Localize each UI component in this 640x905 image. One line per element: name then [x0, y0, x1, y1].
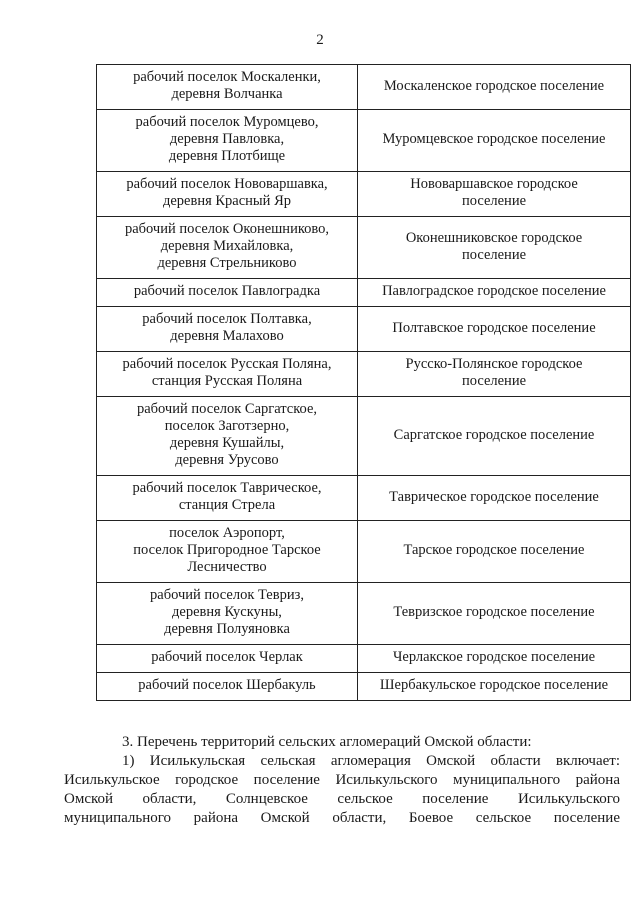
locality-line: рабочий поселок Муромцево,: [135, 114, 319, 130]
settlement-line: Нововаршавское городское: [410, 176, 578, 192]
localities-cell: [97, 673, 358, 701]
page-number: 2: [316, 32, 324, 48]
locality-line: деревня Кушайлы,: [169, 435, 285, 451]
table-row: [97, 673, 631, 701]
locality-line: деревня Волчанка: [171, 86, 283, 102]
localities-cell: [97, 352, 358, 397]
localities-cell: [97, 65, 358, 110]
table-row: [97, 65, 631, 110]
settlement-cell: [358, 397, 631, 476]
table-row: [97, 172, 631, 217]
localities-cell: [97, 307, 358, 352]
locality-line: поселок Аэропорт,: [169, 525, 285, 541]
settlement-cell: [358, 352, 631, 397]
locality-line: рабочий поселок Полтавка,: [142, 311, 312, 327]
item-1-line-1: 1) Исилькульская сельская агломерация Омской области включает:: [122, 753, 620, 769]
localities-cell: [97, 476, 358, 521]
localities-cell: [97, 217, 358, 279]
settlement-line: Шербакульское городское поселение: [379, 677, 609, 693]
locality-line: станция Стрела: [178, 497, 276, 513]
locality-line: рабочий поселок Русская Поляна,: [122, 356, 332, 372]
locality-line: деревня Красный Яр: [162, 193, 291, 209]
locality-line: Лесничество: [187, 559, 267, 575]
settlement-line: поселение: [461, 373, 527, 389]
table-row: [97, 110, 631, 172]
settlement-cell: [358, 673, 631, 701]
settlements-table: [96, 64, 631, 701]
settlement-line: Тарское городское поселение: [403, 542, 585, 558]
locality-line: рабочий поселок Черлак: [151, 649, 303, 665]
settlement-cell: [358, 521, 631, 583]
settlement-line: Павлоградское городское поселение: [382, 283, 606, 299]
item-1-line-2: Исилькульское городское поселение Исилькульского муниципального района: [64, 772, 620, 788]
locality-line: рабочий поселок Москаленки,: [133, 69, 321, 85]
locality-line: деревня Михайловка,: [160, 238, 294, 254]
table-row: [97, 521, 631, 583]
localities-cell: [97, 172, 358, 217]
table-row: [97, 217, 631, 279]
settlement-line: Черлакское городское поселение: [392, 649, 596, 665]
settlement-cell: [358, 476, 631, 521]
locality-line: деревня Стрельниково: [157, 255, 297, 271]
settlement-line: Русско-Полянское городское: [405, 356, 583, 372]
table-row: [97, 279, 631, 307]
table-row: [97, 307, 631, 352]
locality-line: деревня Павловка,: [169, 131, 285, 147]
locality-line: деревня Малахово: [170, 328, 284, 344]
locality-line: рабочий поселок Павлоградка: [133, 283, 321, 299]
locality-line: рабочий поселок Саргатское,: [136, 401, 318, 417]
settlement-line: Тевризское городское поселение: [393, 604, 595, 620]
table-row: [97, 645, 631, 673]
locality-line: рабочий поселок Шербакуль: [138, 677, 316, 693]
locality-line: деревня Полуяновка: [164, 621, 290, 637]
locality-line: рабочий поселок Тевриз,: [150, 587, 304, 603]
settlement-cell: [358, 65, 631, 110]
localities-cell: [97, 279, 358, 307]
settlement-cell: [358, 645, 631, 673]
settlement-cell: [358, 583, 631, 645]
settlement-line: Муромцевское городское поселение: [382, 131, 606, 147]
settlement-cell: [358, 307, 631, 352]
locality-line: деревня Кускуны,: [172, 604, 282, 620]
locality-line: деревня Плотбище: [168, 148, 286, 164]
locality-line: рабочий поселок Оконешниково,: [124, 221, 330, 237]
agglomerations-section: [64, 733, 620, 828]
locality-line: поселок Заготзерно,: [164, 418, 290, 434]
section-heading: 3. Перечень территорий сельских агломераций Омской области:: [122, 734, 532, 750]
item-1-line-3: Омской области, Солнцевское сельское поселение Исилькульского: [64, 791, 620, 807]
settlement-line: Саргатское городское поселение: [393, 426, 595, 443]
table-body: [97, 65, 631, 701]
table-row: [97, 352, 631, 397]
localities-cell: [97, 397, 358, 476]
settlement-cell: [358, 110, 631, 172]
settlement-line: Полтавское городское поселение: [392, 319, 596, 336]
table-row: [97, 397, 631, 476]
locality-line: поселок Пригородное Тарское: [133, 542, 321, 558]
locality-line: станция Русская Поляна: [151, 373, 303, 389]
settlement-line: Оконешниковское городское: [405, 229, 583, 246]
settlement-line: поселение: [461, 193, 527, 209]
item-1-line-4: муниципального района Омской области, Боевое сельское поселение: [64, 810, 620, 826]
settlement-line: поселение: [461, 246, 527, 263]
locality-line: деревня Урусово: [175, 452, 279, 468]
locality-line: рабочий поселок Нововаршавка,: [126, 176, 328, 192]
localities-cell: [97, 521, 358, 583]
settlement-cell: [358, 279, 631, 307]
settlement-line: Москаленское городское поселение: [383, 77, 605, 94]
localities-cell: [97, 110, 358, 172]
locality-line: рабочий поселок Таврическое,: [132, 480, 322, 496]
table-row: [97, 583, 631, 645]
table-row: [97, 476, 631, 521]
settlement-line: Таврическое городское поселение: [389, 488, 599, 505]
settlement-cell: [358, 172, 631, 217]
settlement-cell: [358, 217, 631, 279]
localities-cell: [97, 645, 358, 673]
localities-cell: [97, 583, 358, 645]
